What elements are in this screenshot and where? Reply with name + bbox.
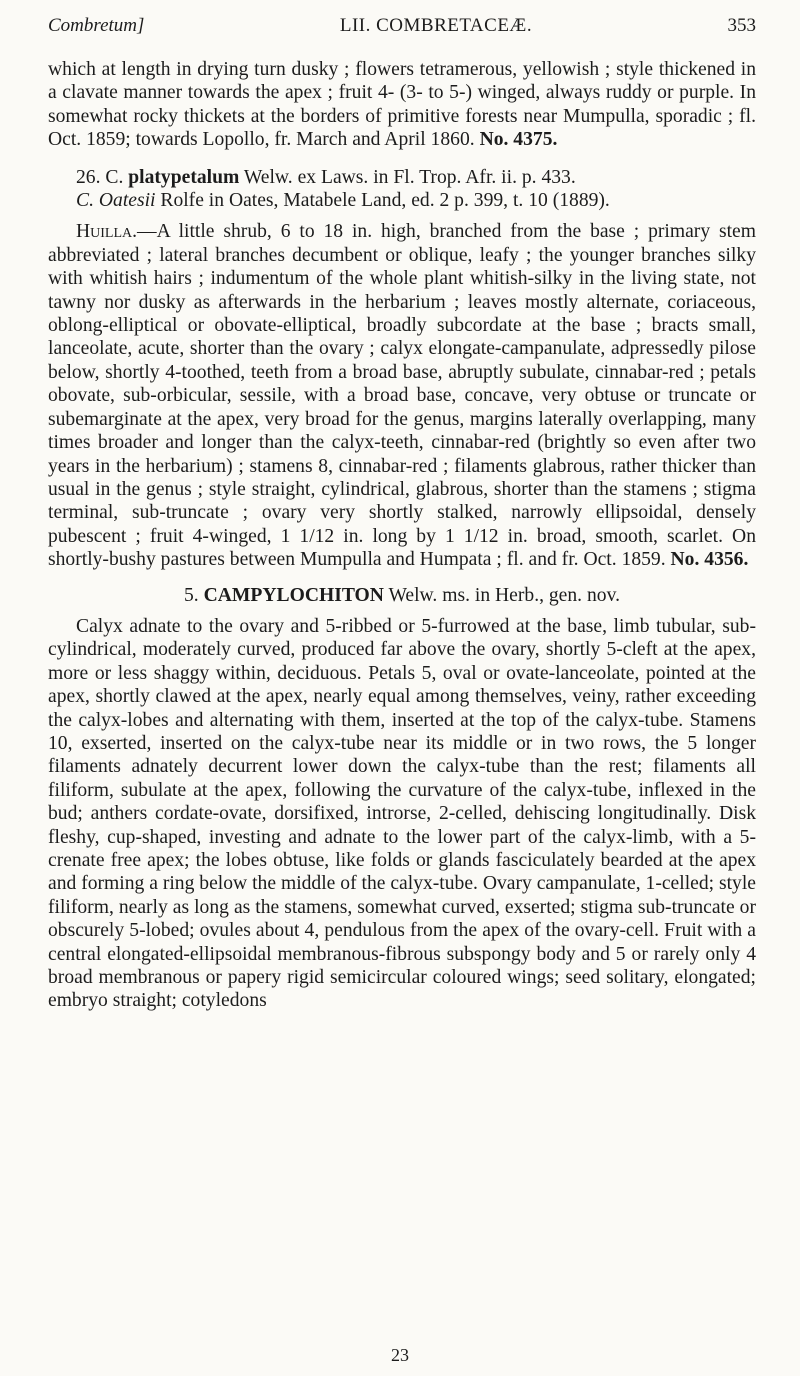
- header-family: LII. COMBRETACEÆ.: [339, 15, 533, 36]
- species-authority: Welw. ex Laws. in Fl. Trop. Afr. ii. p. 433.: [243, 166, 576, 188]
- species-synonym: [48, 189, 756, 212]
- description-text: —A little shrub, 6 to 18 in. high, branched from the base ; primary stem abbreviated ; lateral branches decumbent or oblique, leafy ; the younger branches silky with whitish hairs ; indumentum of the whole plant whitish-silky in the living state, not tawny nor dusky as afterwards in the herbarium ; leaves mostly alternate, coriaceous, oblong-elliptical or obovate-elliptical, broadly subcordate at the base ; bracts small, lanceolate, acute, shorter than the ovary ; calyx elongate-campanulate, adpressedly pilose below, shortly 4-toothed, teeth from a broad base, abruptly subulate, cinnabar-red ; petals obovate, sub-orbicular, sessile, with a broad base, concave, very obtuse or truncate or subemarginate at the apex, very broad for the genus, margins laterally overlapping, many times broader and longer than the calyx-teeth, cinnabar-red (brightly so even after two years in the herbarium) ; stamens 8, cinnabar-red ; filaments glabrous, rather thicker than usual in the genus ; style straight, cylindrical, glabrous, shorter than the stamens ; stigma terminal, sub-truncate ; ovary very shortly stalked, narrowly ellipsoidal, densely pubescent ; fruit 4-winged, 1 1/12 in. long by 1 1/12 in. broad, smooth, scarlet. On shortly-bushy pastures between Mumpulla and Humpata ; fl. and fr. Oct. 1859.: [48, 221, 756, 571]
- genus-number: 5.: [183, 584, 199, 606]
- species-entry-heading: [48, 166, 756, 189]
- body-text: [48, 58, 756, 1013]
- species-name: platypetalum: [128, 166, 240, 188]
- synonym-name: C. Oatesii: [76, 190, 156, 212]
- genus-authority: Welw. ms. in Herb., gen. nov.: [388, 584, 620, 606]
- locality-name: Huilla.: [76, 221, 138, 243]
- signature-mark: 23: [391, 1345, 409, 1365]
- genus-heading: [48, 584, 756, 607]
- header-genus: Combretum]: [48, 15, 145, 36]
- page-number: 353: [727, 15, 756, 36]
- genus-description: Calyx adnate to the ovary and 5-ribbed or 5-furrowed at the base, limb tubular, sub-cylindrical, moderately curved, produced far above the ovary, shortly 5-cleft at the apex, more or less shaggy within, deciduous. Petals 5, oval or ovate-lanceolate, pointed at the apex, shortly clawed at the apex, nearly equal among themselves, veiny, rather exceeding the calyx-lobes and alternating with them, inserted at the top of the calyx-tube. Stamens 10, exserted, inserted on the calyx-tube near its middle or in two rows, the 5 longer filaments adnately decurrent lower down the calyx-tube than the rest; filaments all filiform, subulate at the apex, following the curvature of the calyx-tube, inflexed in the bud; anthers cordate-ovate, dorsifixed, introrse, 2-celled, dehiscing longitudinally. Disk fleshy, cup-shaped, investing and adnate to the lower part of the calyx-limb, with a 5-crenate free apex; the lobes obtuse, like folds or glands fasciculately bearded at the apex and forming a ring below the middle of the calyx-tube. Ovary campanulate, 1-celled; style filiform, nearly as long as the stamens, somewhat curved, exserted; stigma sub-truncate or obscurely 5-lobed; ovules about 4, pendulous from the apex of the ovary-cell. Fruit with a central elongated-ellipsoidal membranous-fibrous subspongy body and 5 or rarely only 4 broad membranous or papery rigid semicircular coloured wings; seed solitary, elongated; embryo straight; cotyledons: [48, 615, 756, 1012]
- continuation-text: which at length in drying turn dusky ; flowers tetramerous, yellowish ; style thickened in a clavate manner towards the apex ; fruit 4- (3- to 5-) winged, always ruddy or purple. In somewhat rocky thickets at the borders of primitive forests near Mumpulla, sporadic ; fl. Oct. 1859; towards Lopollo, fr. March and April 1860.: [48, 59, 756, 151]
- specimen-number: No. 4375.: [479, 129, 558, 151]
- paragraph-continuation: [48, 58, 756, 152]
- specimen-number: No. 4356.: [670, 549, 749, 571]
- running-header: [48, 14, 756, 40]
- species-number: 26. C.: [76, 166, 124, 188]
- species-description: [48, 220, 756, 571]
- synonym-reference: Rolfe in Oates, Matabele Land, ed. 2 p. 399, t. 10 (1889).: [160, 190, 610, 212]
- genus-name: CAMPYLOCHITON: [203, 584, 384, 606]
